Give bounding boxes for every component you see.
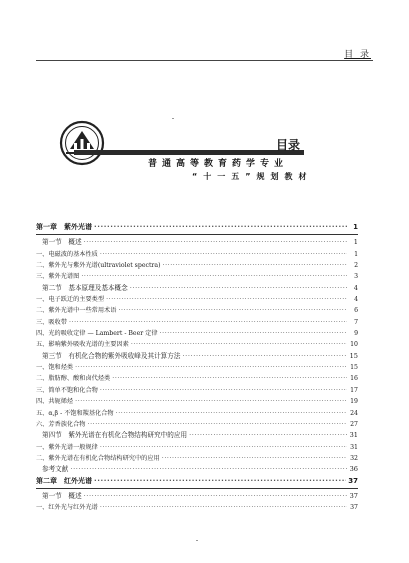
toc-chapter (36, 222, 358, 233)
dot-leader (100, 502, 347, 513)
toc-entry-text: 二、紫外光谱中一些常用术语 (36, 307, 117, 315)
toc-item (36, 339, 358, 350)
toc-page-number: 10 (350, 341, 358, 349)
toc-item (36, 419, 358, 430)
dot-leader (100, 442, 347, 453)
toc-page-number: 6 (354, 307, 358, 315)
toc-item (36, 373, 358, 384)
scan-speck (172, 118, 174, 119)
dot-leader (106, 294, 347, 305)
toc-entry-text: 三、紫外光谱图 (36, 273, 80, 281)
toc-entry-text: 二、脂肪醇、酸和卤代烃类 (36, 375, 111, 383)
toc-item (36, 408, 358, 419)
toc-item (36, 362, 358, 373)
toc-entry-text: 三、吸收带 (36, 318, 67, 326)
dot-leader (75, 396, 347, 407)
dot-leader (112, 373, 347, 384)
toc-entry-text: 一、饱和烃类 (36, 364, 74, 372)
toc-page-number: 4 (354, 296, 358, 304)
toc-item (36, 385, 358, 396)
toc-entry-text: 五、α,β - 不饱和羰基化合物 (36, 409, 114, 417)
toc-entry-text: 一、紫外光谱一般规律 (36, 443, 98, 451)
toc-page-number: 3 (354, 273, 358, 281)
dot-leader (163, 260, 348, 271)
toc-page-number: 1 (353, 238, 358, 247)
toc-item (36, 396, 358, 407)
dot-leader (160, 328, 347, 339)
toc-item (36, 294, 358, 305)
toc-item (36, 305, 358, 316)
dot-leader (130, 283, 347, 294)
dot-leader (94, 476, 346, 487)
toc-entry-text: 第二节 基本原理及基本概念 (42, 283, 128, 292)
scan-speck (196, 540, 198, 541)
toc-entry-text: 四、共轭烯烃 (36, 398, 74, 406)
dot-leader (189, 430, 347, 441)
toc-page-number: 32 (350, 454, 358, 462)
toc-entry-text: 第一节 概述 (42, 238, 82, 247)
toc-item (36, 271, 358, 282)
dot-leader (182, 351, 347, 362)
toc-section (36, 491, 358, 502)
dot-leader (81, 271, 347, 282)
dot-leader (84, 237, 347, 248)
toc-section (36, 351, 358, 362)
toc-page-number: 7 (354, 318, 358, 326)
toc-item (36, 317, 358, 328)
toc-entry-text: 第一节 概述 (42, 491, 82, 500)
toc-section (36, 430, 358, 441)
toc-page-number: 31 (350, 443, 358, 451)
toc-entry-text: 三、简单不饱和化合物 (36, 386, 98, 394)
toc-page-number: 37 (349, 491, 358, 500)
toc-item (36, 442, 358, 453)
toc-page-number: 16 (350, 375, 358, 383)
toc-page-number: 36 (349, 465, 358, 474)
toc-entry-text: 一、电子跃迁的主要类型 (36, 296, 105, 304)
toc-page-number: 19 (350, 398, 358, 406)
toc-entry-text: 第二章 红外光谱 (36, 476, 92, 485)
series-plan: “十一五”规划教材 (192, 172, 313, 181)
toc-page-number: 17 (350, 386, 358, 394)
toc-entry-text: 六、芳香族化合物 (36, 420, 86, 428)
header-rule (36, 60, 373, 61)
toc-page-number: 9 (354, 330, 358, 338)
toc-title: 目录 (276, 138, 301, 152)
toc-entry-text: 二、紫外光与紫外光谱(ultraviolet spectra) (36, 262, 161, 270)
toc-item (36, 249, 358, 260)
dot-leader (84, 491, 347, 502)
series-name: 普通高等教育药学专业 (148, 159, 289, 169)
toc-entry-text: 四、光的吸收定律 — Lambert - Beer 定律 (36, 330, 158, 338)
publisher-emblem-icon (58, 119, 106, 167)
dot-leader (88, 419, 348, 430)
table-of-contents (36, 222, 358, 514)
toc-entry-text: 第四节 紫外光谱在有机化合物结构研究中的应用 (42, 431, 188, 440)
toc-section (36, 237, 358, 248)
toc-section (36, 464, 358, 475)
toc-page-number: 4 (353, 283, 358, 292)
toc-page-number: 1 (354, 250, 358, 258)
dot-leader (75, 362, 347, 373)
chapter-rule (36, 488, 358, 489)
dot-leader (162, 453, 347, 464)
toc-entry-text: 参考文献 (42, 465, 69, 474)
chapter-rule (36, 234, 358, 235)
toc-page-number: 27 (350, 420, 358, 428)
toc-page-number: 31 (349, 431, 358, 440)
toc-entry-text: 一、红外光与红外光谱 (36, 504, 98, 512)
toc-entry-text: 第一章 紫外光谱 (36, 223, 92, 231)
toc-item (36, 328, 358, 339)
title-bar (74, 150, 304, 155)
toc-entry-text: 第三节 有机化合物的紫外吸收峰及其计算方法 (42, 351, 181, 360)
dot-leader (100, 249, 347, 260)
toc-chapter (36, 476, 358, 487)
toc-item (36, 453, 358, 464)
toc-page-number: 15 (349, 351, 358, 360)
toc-page-number: 1 (353, 223, 358, 231)
toc-page-number: 15 (350, 364, 358, 372)
dot-leader (100, 385, 347, 396)
running-header: 目 录 (344, 50, 371, 60)
dot-leader (118, 305, 347, 316)
toc-page-number: 24 (350, 409, 358, 417)
toc-entry-text: 一、电磁波的基本性质 (36, 250, 98, 258)
toc-section (36, 283, 358, 294)
toc-page-number: 37 (348, 476, 358, 485)
toc-entry-text: 五、影响紫外吸收光谱的主要因素 (36, 341, 129, 349)
dot-leader (116, 408, 347, 419)
toc-page-number: 2 (354, 262, 358, 270)
toc-item (36, 502, 358, 513)
dot-leader (69, 317, 347, 328)
dot-leader (131, 339, 347, 350)
toc-item (36, 260, 358, 271)
toc-entry-text: 二、紫外光谱在有机化合物结构研究中的应用 (36, 454, 160, 462)
toc-page-number: 37 (350, 504, 358, 512)
dot-leader (70, 464, 347, 475)
dot-leader (94, 222, 347, 233)
